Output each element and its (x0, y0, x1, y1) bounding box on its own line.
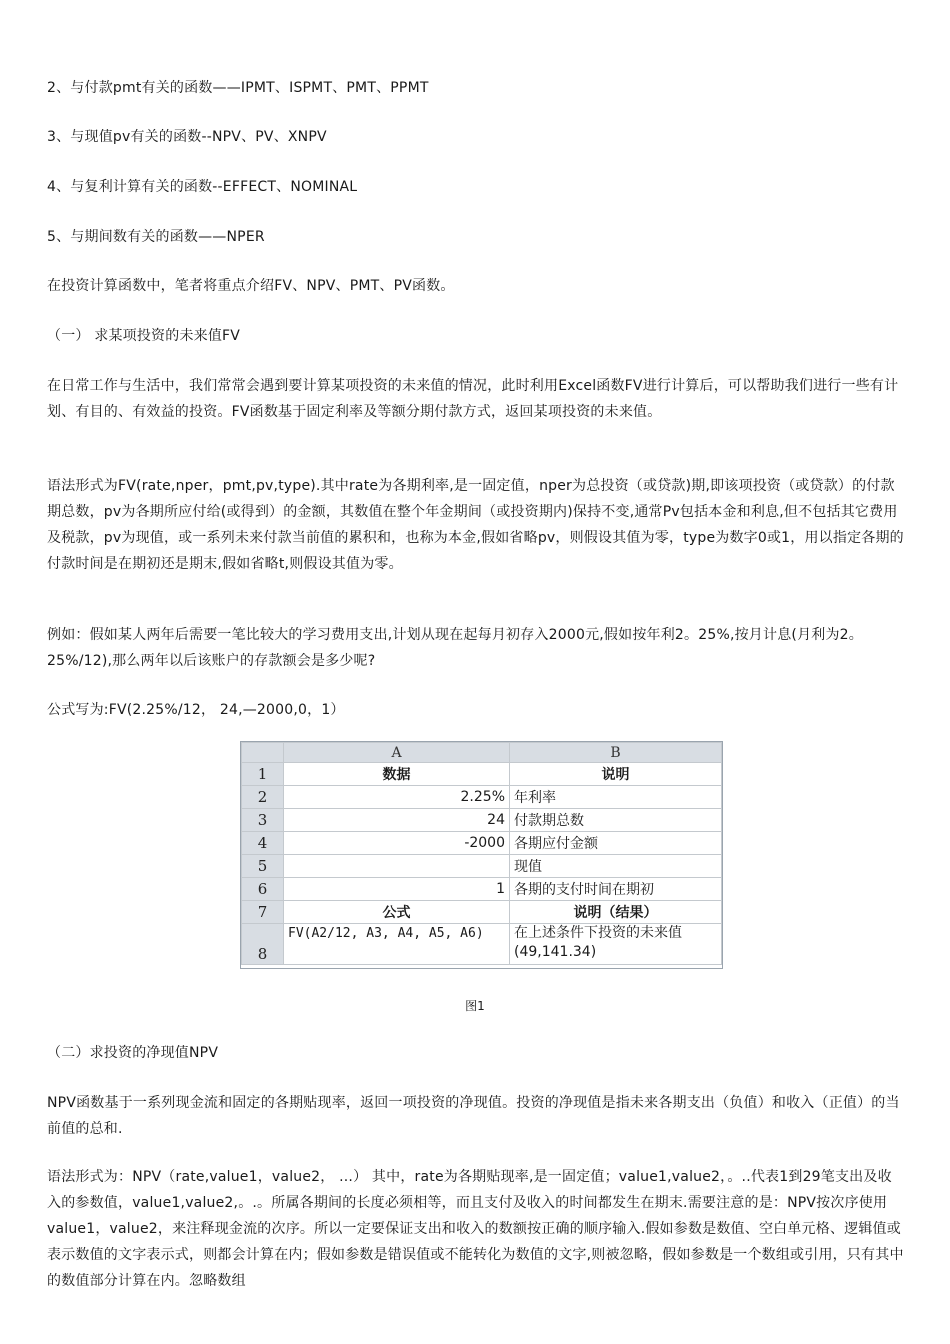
row-number: 2 (242, 786, 284, 809)
corner-cell (242, 743, 284, 763)
table-row (242, 786, 722, 809)
cell-b8-result: (49,141.34) (514, 944, 597, 960)
cell-b4: 各期应付金额 (510, 832, 722, 855)
column-header-b: B (510, 743, 722, 763)
row-number: 1 (242, 763, 284, 786)
cell-a4: -2000 (284, 832, 510, 855)
cell-a8: FV(A2/12, A3, A4, A5, A6) (284, 924, 510, 965)
cell-b1: 说明 (510, 763, 722, 786)
section-heading-npv: （二）求投资的净现值NPV (47, 1045, 219, 1061)
fv-syntax-paragraph: 语法形式为FV(rate,nper，pmt,pv,type).其中rate为各期利率,是一固定值，nper为总投资（或贷款)期,即该项投资（或贷款）的付款期总数，pv为各期所应付给(或得到）的金额，其数值在整个年金期间（或投资期内)保持不变,通常Pv包括本金和利息,但不包括其它费用及税款，pv为现值，或一系列未来付款当前值的累积和，也称为本金,假如省略pv，则假设其值为零，type为数字0或1，用以指定各期的付款时间是在期初还是期末,假如省略t,则假设其值为零。 (47, 478, 904, 572)
cell-b7: 说明（结果） (510, 901, 722, 924)
cell-b5: 现值 (510, 855, 722, 878)
list-item-nper: 5、与期间数有关的函数——NPER (47, 229, 265, 245)
column-header-row (242, 743, 722, 763)
cell-a2: 2.25% (284, 786, 510, 809)
cell-b8-text: 在上述条件下投资的未来值 (514, 925, 682, 941)
cell-a3: 24 (284, 809, 510, 832)
cell-a6: 1 (284, 878, 510, 901)
list-item-pv: 3、与现值pv有关的函数--NPV、PV、XNPV (47, 129, 327, 145)
column-header-a: A (284, 743, 510, 763)
intro-paragraph: 在投资计算函数中，笔者将重点介绍FV、NPV、PMT、PV函数。 (47, 278, 455, 294)
list-item-effect: 4、与复利计算有关的函数--EFFECT、NOMINAL (47, 179, 358, 195)
cell-b6: 各期的支付时间在期初 (510, 878, 722, 901)
npv-description-paragraph: NPV函数基于一系列现金流和固定的各期贴现率，返回一项投资的净现值。投资的净现值是指未来各期支出（负值）和收入（正值）的当前值的总和. (47, 1095, 900, 1137)
table-row (242, 809, 722, 832)
cell-a1: 数据 (284, 763, 510, 786)
cell-b3: 付款期总数 (510, 809, 722, 832)
row-number: 5 (242, 855, 284, 878)
table-row (242, 878, 722, 901)
row-number: 6 (242, 878, 284, 901)
row-number: 7 (242, 901, 284, 924)
cell-a5 (284, 855, 510, 878)
row-number: 3 (242, 809, 284, 832)
figure-caption: 图1 (465, 999, 485, 1013)
table-row (242, 832, 722, 855)
list-item-pmt: 2、与付款pmt有关的函数——IPMT、ISPMT、PMT、PPMT (47, 80, 429, 96)
npv-syntax-paragraph: 语法形式为：NPV（rate,value1，value2， ...） 其中，rate为各期贴现率,是一固定值；value1,value2，。..代表1到29笔支出及收入的参数值，value1,value2,。.。所属各期间的长度必须相等，而且支付及收入的时间都发生在期末.需要注意的是：NPV按次序使用value1，value2，来注释现金流的次序。所以一定要保证支出和收入的数额按正确的顺序输入.假如参数是数值、空白单元格、逻辑值或表示数值的文字表示式，则都会计算在内；假如参数是错误值或不能转化为数值的文字,则被忽略，假如参数是一个数组或引用，只有其中的数值部分计算在内。忽略数组 (47, 1169, 904, 1289)
fv-formula-line: 公式写为:FV(2.25%/12， 24,—2000,0，1） (47, 702, 345, 718)
row-number: 8 (242, 924, 284, 965)
table-row (242, 855, 722, 878)
table-row (242, 763, 722, 786)
cell-b2: 年利率 (510, 786, 722, 809)
section-heading-fv: （一） 求某项投资的未来值FV (47, 328, 241, 344)
fv-description-paragraph: 在日常工作与生活中，我们常常会遇到要计算某项投资的未来值的情况，此时利用Excel函数FV进行计算后，可以帮助我们进行一些有计划、有目的、有效益的投资。FV函数基于固定利率及等额分期付款方式，返回某项投资的未来值。 (47, 378, 899, 420)
table-row (242, 924, 722, 965)
cell-a7: 公式 (284, 901, 510, 924)
spreadsheet-figure (240, 741, 723, 969)
row-number: 4 (242, 832, 284, 855)
table-row (242, 901, 722, 924)
cell-b8 (510, 924, 722, 965)
fv-example-paragraph: 例如：假如某人两年后需要一笔比较大的学习费用支出,计划从现在起每月初存入2000元,假如按年利2。25%,按月计息(月利为2。25%/12),那么两年以后该账户的存款额会是多少呢? (47, 627, 863, 669)
